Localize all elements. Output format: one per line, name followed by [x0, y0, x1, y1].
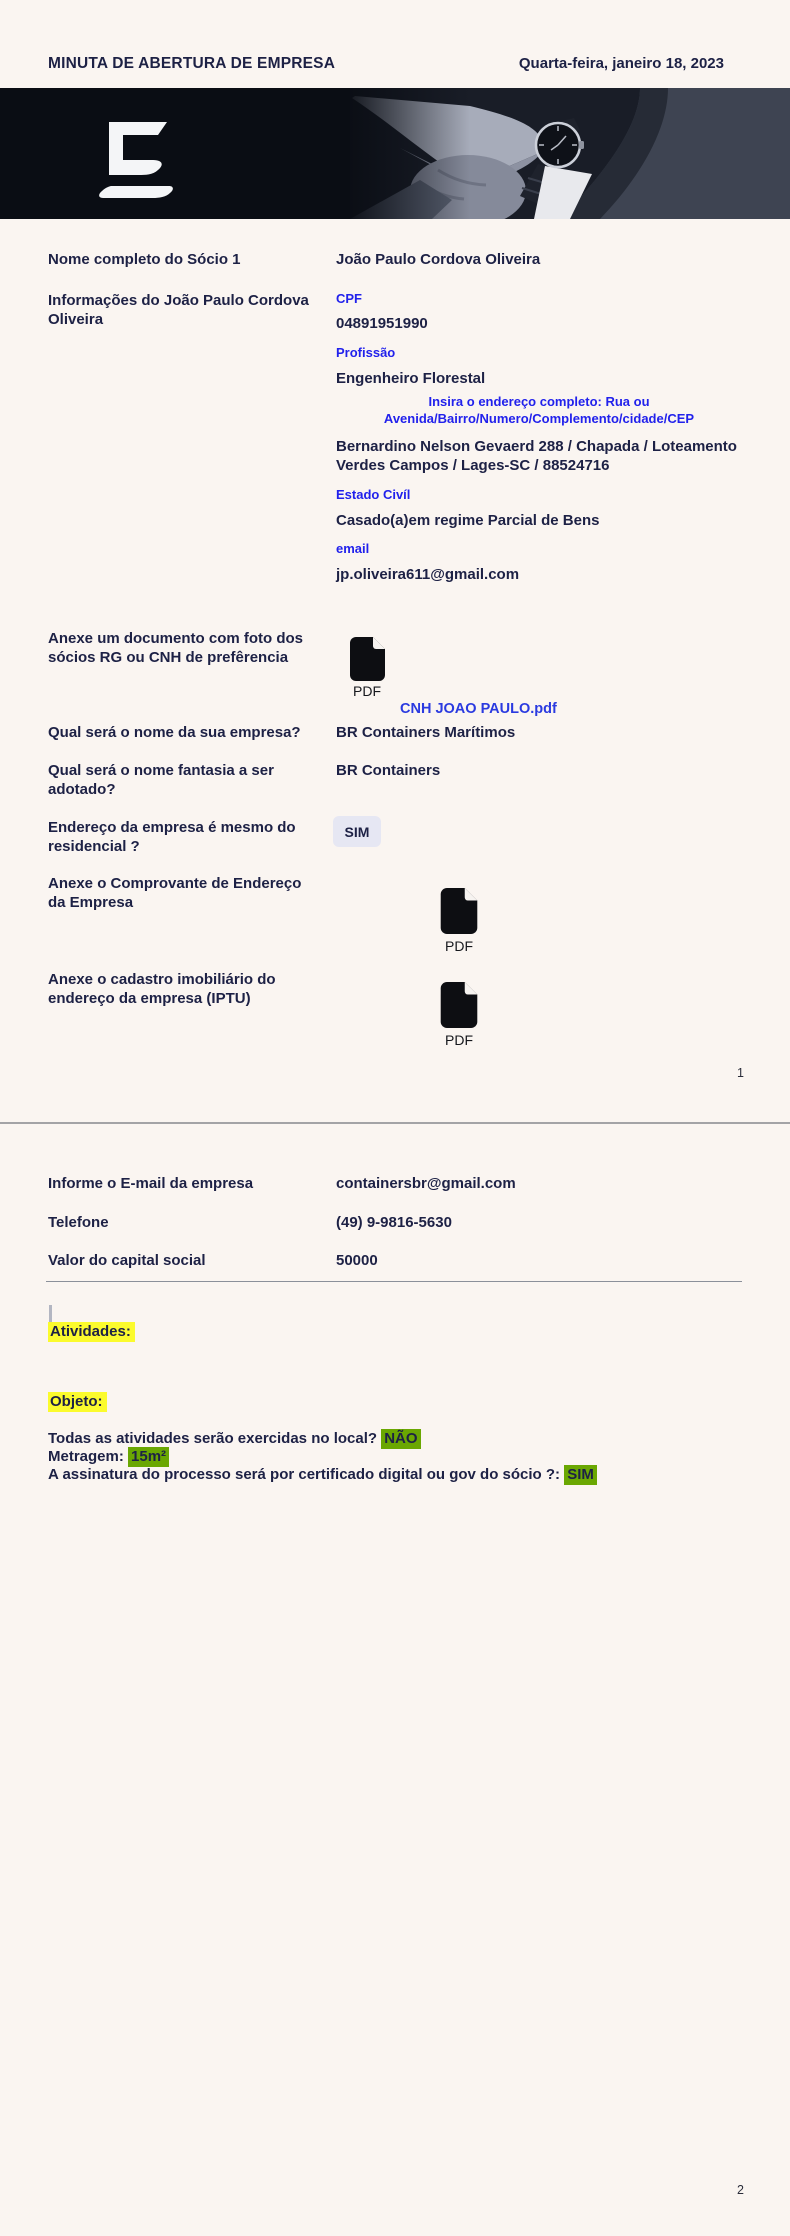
value-telefone: (49) 9-9816-5630: [336, 1214, 452, 1231]
value-profissao: Engenheiro Florestal: [336, 370, 486, 387]
label-metragem: Metragem:: [48, 1448, 129, 1465]
label-nome-socio: Nome completo do Sócio 1: [48, 251, 241, 268]
value-nome-fantasia: BR Containers: [336, 762, 441, 779]
value-estado-civil: Casado(a)em regime Parcial de Bens: [336, 512, 600, 529]
text-cursor: [49, 1305, 52, 1323]
value-nome-socio: João Paulo Cordova Oliveira: [336, 251, 541, 268]
attachment-link-cnh[interactable]: CNH JOAO PAULO.pdf: [400, 701, 557, 716]
question-local: Todas as atividades serão exercidas no local?: [48, 1430, 382, 1447]
label-telefone: Telefone: [48, 1214, 109, 1231]
label-estado-civil: Estado Civíl: [336, 487, 411, 502]
value-metragem-badge: 15m²: [128, 1447, 169, 1467]
label-anexo-doc-foto: Anexe um documento com foto dos sócios RG ou CNH de prefêrencia: [48, 630, 304, 666]
value-email-socio: jp.oliveira611@gmail.com: [336, 566, 520, 583]
line-atividades-local: [48, 1430, 421, 1448]
pdf-file-icon[interactable]: [440, 982, 478, 1033]
page-separator: [0, 1122, 790, 1124]
page-title: MINUTA DE ABERTURA DE EMPRESA: [48, 55, 336, 72]
page-number-1: 1: [737, 1066, 744, 1080]
line-assinatura: [48, 1466, 597, 1484]
pdf-caption: PDF: [445, 1032, 473, 1048]
label-cpf: CPF: [336, 291, 362, 306]
banner-image: [0, 88, 790, 219]
answer-local-badge: NÃO: [381, 1429, 420, 1449]
label-email-socio: email: [336, 541, 370, 556]
sim-chip[interactable]: SIM: [333, 816, 381, 847]
label-informacoes-socio: Informações do João Paulo Cordova Oliveira: [48, 292, 309, 328]
hint-endereco-completo: Insira o endereço completo: Rua ou Avenida/Bairro/Numero/Complemento/cidade/CEP: [383, 394, 695, 426]
label-anexo-comprovante: Anexe o Comprovante de Endereço da Empresa: [48, 875, 302, 911]
pdf-file-icon[interactable]: [350, 637, 385, 686]
pdf-file-icon[interactable]: [440, 888, 478, 939]
heading-atividades: [48, 1322, 135, 1342]
label-email-empresa: Informe o E-mail da empresa: [48, 1175, 254, 1192]
pdf-caption: PDF: [445, 938, 473, 954]
heading-objeto-text: Objeto:: [48, 1392, 107, 1412]
value-nome-empresa: BR Containers Marítimos: [336, 724, 516, 741]
page-number-2: 2: [737, 2183, 744, 2197]
label-endereco-mesmo: Endereço da empresa é mesmo do residencial ?: [48, 819, 296, 855]
value-endereco-socio: Bernardino Nelson Gevaerd 288 / Chapada / Loteamento Verdes Campos / Lages-SC / 88524716: [336, 438, 737, 474]
section-divider: [46, 1281, 742, 1282]
value-email-empresa: containersbr@gmail.com: [336, 1175, 516, 1192]
heading-atividades-text: Atividades:: [48, 1322, 135, 1342]
value-cpf: 04891951990: [336, 315, 428, 332]
document-date: Quarta-feira, janeiro 18, 2023: [518, 55, 724, 72]
label-capital-social: Valor do capital social: [48, 1252, 206, 1269]
heading-objeto: [48, 1392, 107, 1412]
value-capital-social: 50000: [336, 1252, 378, 1269]
label-anexo-iptu: Anexe o cadastro imobiliário do endereço da empresa (IPTU): [48, 971, 276, 1007]
label-profissao: Profissão: [336, 345, 396, 360]
company-logo-glyph: [95, 118, 175, 200]
pdf-caption: PDF: [353, 683, 381, 699]
label-nome-fantasia: Qual será o nome fantasia a ser adotado?: [48, 762, 274, 798]
question-assinatura: A assinatura do processo será por certificado digital ou gov do sócio ?:: [48, 1466, 565, 1483]
label-nome-empresa: Qual será o nome da sua empresa?: [48, 724, 301, 741]
line-metragem: [48, 1448, 169, 1466]
answer-assinatura-badge: SIM: [564, 1465, 597, 1485]
